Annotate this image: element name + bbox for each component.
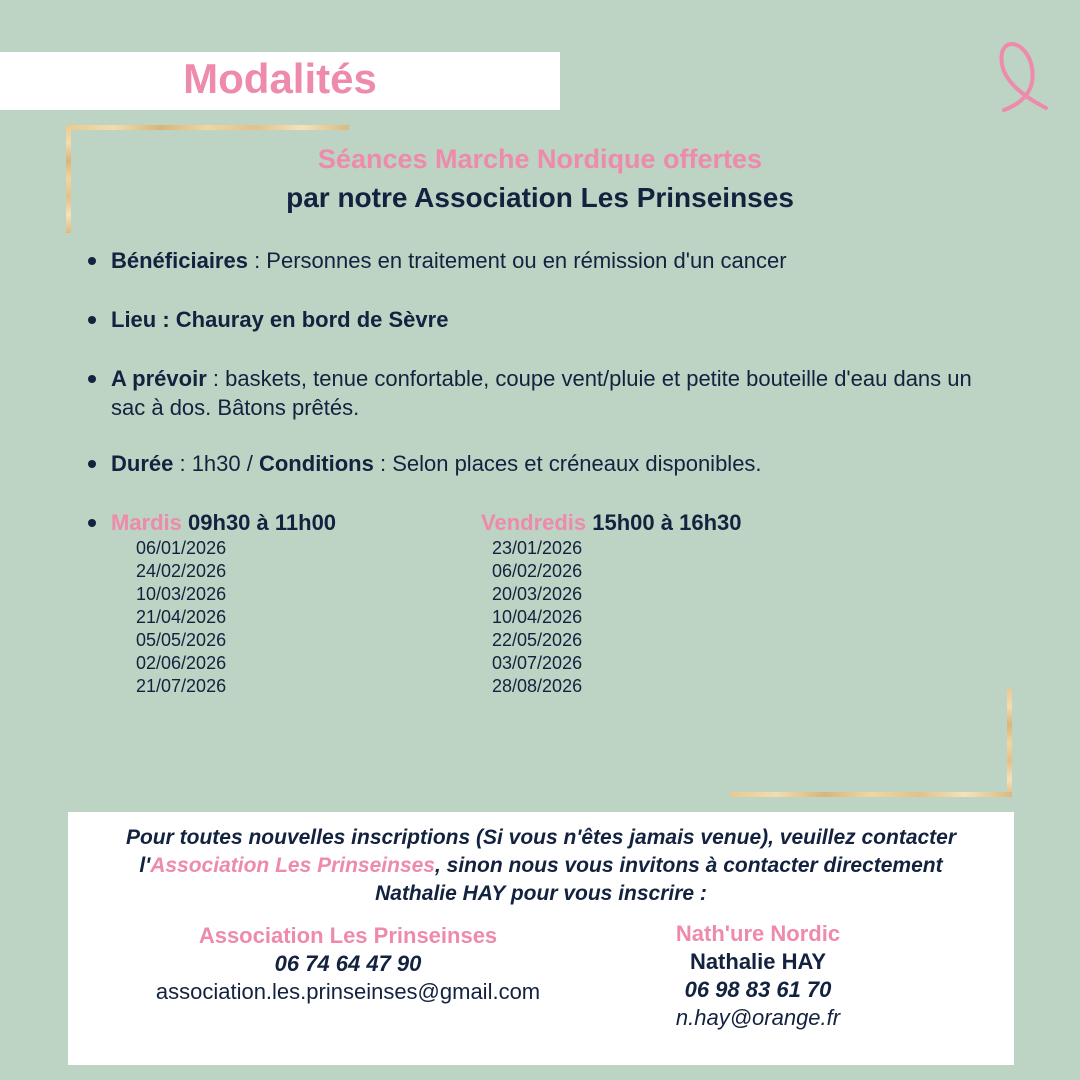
date-item: 24/02/2026 — [136, 561, 227, 581]
day-vendredis: Vendredis — [481, 510, 587, 535]
bullet-icon — [88, 257, 96, 265]
title-band — [0, 52, 560, 110]
association-email[interactable]: association.les.prinseinses@gmail.com — [155, 979, 541, 1004]
intro-suffix: , sinon nous vous invitons à contacter directement — [435, 854, 943, 877]
bullet-icon — [88, 460, 96, 468]
date-item: 10/03/2026 — [136, 584, 227, 604]
day-mardis: Mardis — [111, 510, 182, 535]
dates-mardis — [136, 537, 226, 698]
date-item: 23/01/2026 — [492, 538, 583, 558]
label-beneficiaires: Bénéficiaires — [111, 248, 248, 273]
contact-nathure — [628, 920, 888, 1032]
gold-frame-left — [66, 125, 71, 233]
date-item: 21/07/2026 — [136, 676, 227, 696]
association-phone[interactable]: 06 74 64 47 90 — [274, 951, 422, 976]
contact-association — [108, 922, 588, 1006]
gold-frame-bottom — [730, 792, 1012, 797]
pink-ribbon-icon — [990, 38, 1060, 118]
contact-intro — [68, 824, 1014, 908]
subtitle-line2: par notre Association Les Prinseinses — [286, 182, 794, 213]
intro-line2 — [68, 852, 1014, 880]
date-item: 22/05/2026 — [492, 630, 583, 650]
bullet-icon — [88, 316, 96, 324]
intro-prefix: l' — [139, 854, 151, 877]
text-beneficiaires: : Personnes en traitement ou en rémission d'un cancer — [247, 248, 787, 273]
date-item: 02/06/2026 — [136, 653, 227, 673]
label-duree: Durée — [111, 451, 174, 476]
label-conditions: Conditions — [258, 451, 374, 476]
date-item: 28/08/2026 — [492, 676, 583, 696]
date-item: 10/04/2026 — [492, 607, 583, 627]
text-duree: : 1h30 / — [173, 451, 259, 476]
date-item: 20/03/2026 — [492, 584, 583, 604]
date-item: 03/07/2026 — [492, 653, 583, 673]
date-item: 21/04/2026 — [136, 607, 227, 627]
gold-frame-right — [1007, 689, 1012, 797]
label-prevoir: A prévoir — [111, 366, 207, 391]
nathure-name: Nath'ure Nordic — [675, 921, 841, 946]
nathure-email[interactable]: n.hay@orange.fr — [675, 1005, 841, 1030]
date-item: 05/05/2026 — [136, 630, 227, 650]
date-item: 06/02/2026 — [492, 561, 583, 581]
contact-box — [68, 812, 1014, 1065]
bullet-icon — [88, 519, 96, 527]
date-item: 06/01/2026 — [136, 538, 227, 558]
subtitle-line1: Séances Marche Nordique offertes — [317, 144, 763, 174]
text-conditions: : Selon places et créneaux disponibles. — [373, 451, 762, 476]
association-name: Association Les Prinseinses — [198, 923, 498, 948]
nathure-phone[interactable]: 06 98 83 61 70 — [684, 977, 832, 1002]
page-title: Modalités — [183, 55, 377, 102]
dates-vendredis — [492, 537, 582, 698]
intro-association-name: Association Les Prinseinses — [150, 854, 435, 877]
time-mardis: 09h30 à 11h00 — [181, 510, 337, 535]
bullet-icon — [88, 375, 96, 383]
label-lieu: Lieu : Chauray en bord de Sèvre — [111, 307, 449, 332]
intro-line3: Nathalie HAY pour vous inscrire : — [375, 882, 707, 905]
nathure-person: Nathalie HAY — [689, 949, 827, 974]
time-vendredis: 15h00 à 16h30 — [586, 510, 742, 535]
intro-line1: Pour toutes nouvelles inscriptions (Si vous n'êtes jamais venue), veuillez contacter — [125, 826, 957, 849]
gold-frame-top — [66, 125, 349, 130]
text-prevoir: : baskets, tenue confortable, coupe vent/pluie et petite bouteille d'eau dans un sac à dos. Bâtons prêtés. — [111, 366, 972, 420]
